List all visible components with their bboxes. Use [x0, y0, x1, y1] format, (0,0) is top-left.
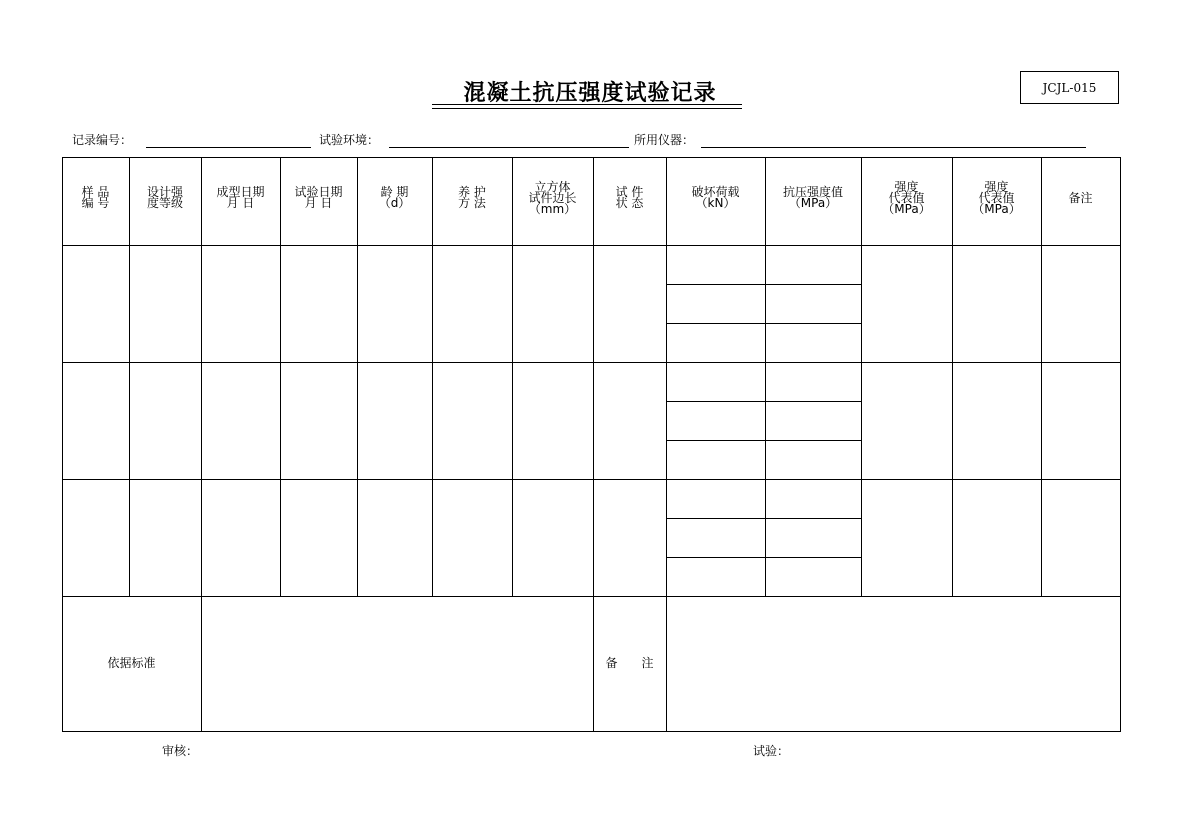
column-header: 设计强 度等级	[146, 185, 183, 210]
environment-field[interactable]	[389, 147, 629, 148]
title-underline-double	[432, 108, 742, 109]
remark-label: 备 注	[605, 656, 654, 670]
column-header: 龄 期 （d）	[378, 185, 411, 210]
document-code-box: JCJL-015	[1020, 71, 1119, 104]
tester-label: 试验：	[753, 744, 790, 758]
footer-column-divider	[201, 596, 202, 731]
footer-column-divider	[666, 596, 667, 731]
title-underline	[432, 104, 742, 105]
column-header: 备注	[1068, 190, 1093, 205]
row-divider	[62, 245, 1121, 246]
reviewer-label: 审核：	[162, 744, 199, 758]
record-no-field[interactable]	[146, 147, 311, 148]
column-header: 立方体 试件边长 （mm）	[528, 179, 577, 216]
record-no-label: 记录编号：	[72, 133, 133, 147]
instrument-field[interactable]	[701, 147, 1086, 148]
basis-standard-label: 依据标准	[107, 656, 156, 670]
column-header: 抗压强度值 （MPa）	[782, 185, 843, 210]
sub-row-divider	[666, 323, 861, 324]
sub-row-divider	[666, 518, 861, 519]
column-header: 试验日期 月 日	[294, 185, 343, 210]
row-divider	[62, 362, 1121, 363]
sub-row-divider	[666, 557, 861, 558]
document-title: 混凝土抗压强度试验记录	[463, 81, 717, 106]
sub-row-divider	[666, 440, 861, 441]
instrument-label: 所用仪器：	[634, 133, 695, 147]
column-header: 养 护 方 法	[458, 185, 486, 210]
column-header: 试 件 状 态	[615, 185, 644, 210]
environment-label: 试验环境：	[319, 133, 380, 147]
column-header: 样 品 编 号	[81, 185, 110, 210]
table-border-bottom	[62, 731, 1121, 732]
column-header: 强度 代表值 （MPa）	[882, 179, 931, 216]
column-header: 破坏荷载 （kN）	[691, 185, 740, 210]
column-header: 强度 代表值 （MPa）	[972, 179, 1021, 216]
column-header: 成型日期 月 日	[216, 185, 265, 210]
row-divider	[62, 596, 1121, 597]
sub-row-divider	[666, 401, 861, 402]
table-border-right	[1120, 157, 1121, 732]
row-divider	[62, 479, 1121, 480]
sub-row-divider	[666, 284, 861, 285]
